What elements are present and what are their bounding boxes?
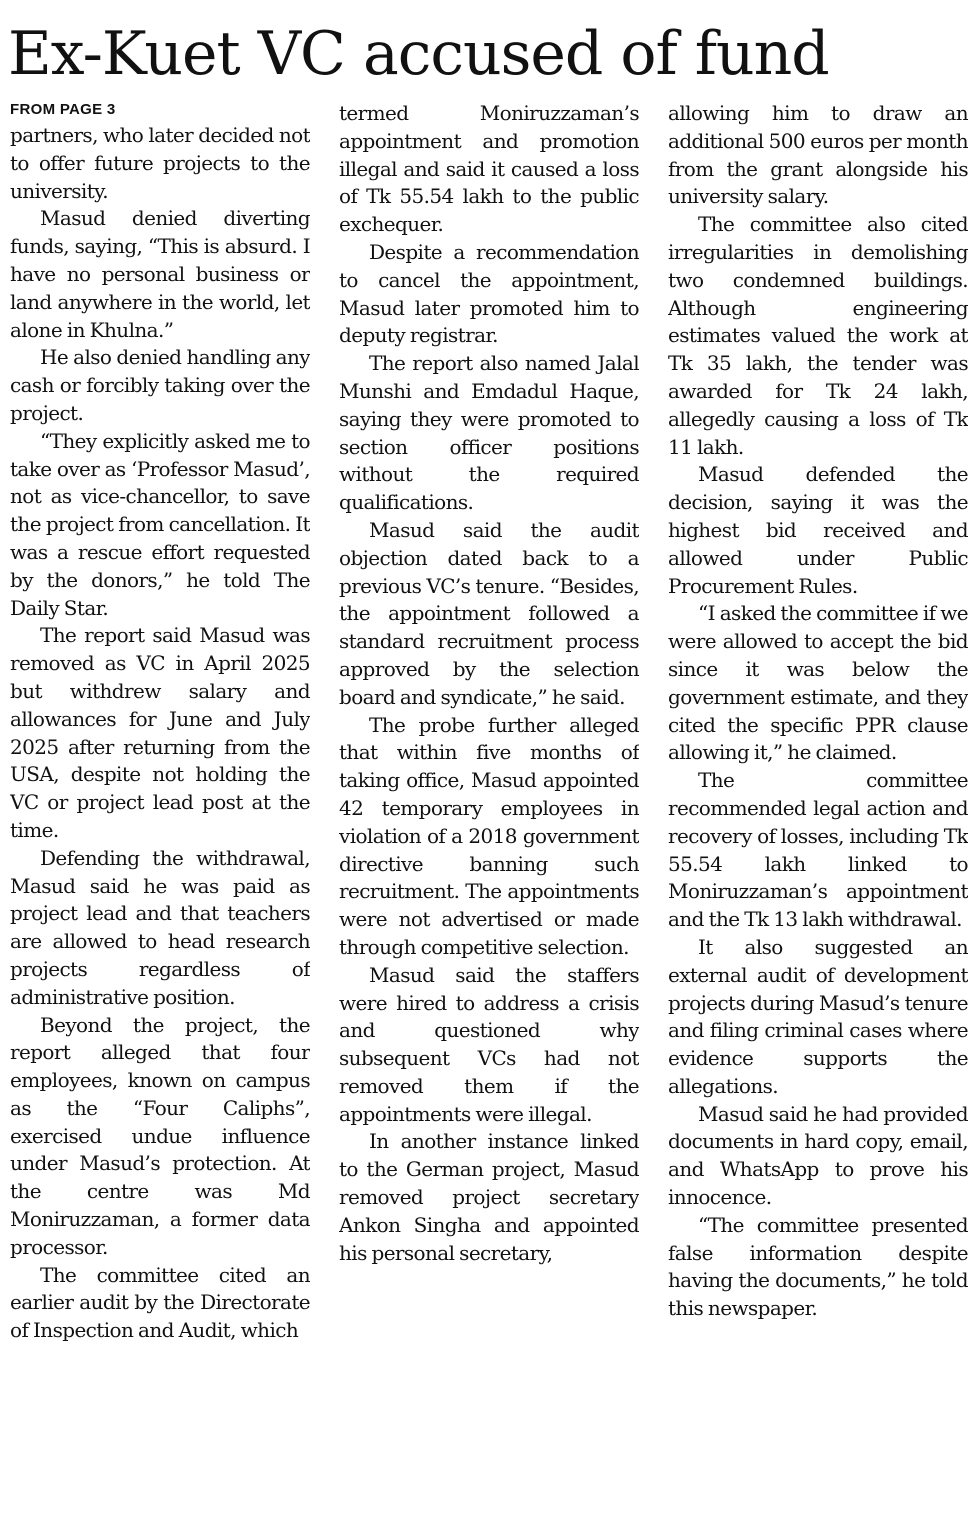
column-3 xyxy=(668,100,968,1524)
paragraph: Masud defended the decision, saying it was the highest bid received and allowed under Public Procurement Rules. xyxy=(668,462,968,598)
paragraph: The committee cited an earlier audit by the Directorate of Inspection and Audit, which xyxy=(10,1262,310,1343)
paragraph: Masud said he had provided documents in hard copy, email, and WhatsApp to prove his innocence. xyxy=(668,1101,968,1210)
paragraph: Beyond the project, the report alleged that four employees, known on campus as the “Four Caliphs”, exercised undue influence under Masud’s protection. At the centre was Md Moniruzzaman, a former data processor. xyxy=(10,1012,310,1259)
headline: Ex-Kuet VC accused of fund xyxy=(8,19,829,89)
jump-line: FROM PAGE 3 xyxy=(10,101,116,118)
paragraph: Despite a recommendation to cancel the appointment, Masud later promoted him to deputy registrar. xyxy=(339,239,639,348)
paragraph: “They explicitly asked me to take over as ‘Professor Masud’, not as vice-chancellor, to save the project from cancellation. It was a rescue effort requested by the donors,” he told The Daily Star. xyxy=(10,428,310,620)
paragraph: The report also named Jalal Munshi and Emdadul Haque, saying they were promoted to section officer positions without the required qualifications. xyxy=(339,351,639,515)
article-body xyxy=(10,100,968,1524)
paragraph: Masud said the staffers were hired to address a crisis and questioned why subsequent VCs had not removed them if the appointments were illegal. xyxy=(339,962,639,1126)
paragraph: “The committee presented false information despite having the documents,” he told this newspaper. xyxy=(668,1212,968,1321)
paragraph: partners, who later decided not to offer future projects to the university. xyxy=(10,123,310,203)
paragraph: allowing him to draw an additional 500 euros per month from the grant alongside his university salary. xyxy=(668,101,968,209)
paragraph: The committee also cited irregularities in demolishing two condemned buildings. Although engineering estimates valued the work at Tk 35 lakh, the tender was awarded for Tk 24 lakh, allegedly causing a loss of Tk 11 lakh. xyxy=(668,212,968,459)
paragraph: The committee recommended legal action and recovery of losses, including Tk 55.54 lakh linked to Moniruzzaman’s appointment and the Tk 13 lakh withdrawal. xyxy=(668,768,968,932)
paragraph: Masud denied diverting funds, saying, “This is absurd. I have no personal business or land anywhere in the world, let alone in Khulna.” xyxy=(10,206,310,342)
paragraph: In another instance linked to the German project, Masud removed project secretary Ankon Singha and appointed his personal secretary, xyxy=(339,1129,639,1265)
paragraph: Masud said the audit objection dated back to a previous VC’s tenure. “Besides, the appointment followed a standard recruitment process approved by the selection board and syndicate,” he said. xyxy=(339,517,639,709)
paragraph: The report said Masud was removed as VC in April 2025 but withdrew salary and allowances for June and July 2025 after returning from the USA, despite not holding the VC or project lead post at the time. xyxy=(10,623,310,842)
column-2 xyxy=(339,100,639,1524)
paragraph: termed Moniruzzaman’s appointment and promotion illegal and said it caused a loss of Tk 55.54 lakh to the public exchequer. xyxy=(339,101,639,237)
column-1 xyxy=(10,100,310,1524)
paragraph: “I asked the committee if we were allowed to accept the bid since it was below the government estimate, and they cited the specific PPR clause allowing it,” he claimed. xyxy=(668,601,968,765)
paragraph: The probe further alleged that within five months of taking office, Masud appointed 42 temporary employees in violation of a 2018 government directive banning such recruitment. The appointments were not advertised or made through competitive selection. xyxy=(339,712,639,959)
paragraph: It also suggested an external audit of development projects during Masud’s tenure and filing criminal cases where evidence supports the allegations. xyxy=(668,934,968,1098)
paragraph: He also denied handling any cash or forcibly taking over the project. xyxy=(10,345,310,425)
paragraph: Defending the withdrawal, Masud said he was paid as project lead and that teachers are allowed to head research projects regardless of administrative position. xyxy=(10,845,310,1009)
